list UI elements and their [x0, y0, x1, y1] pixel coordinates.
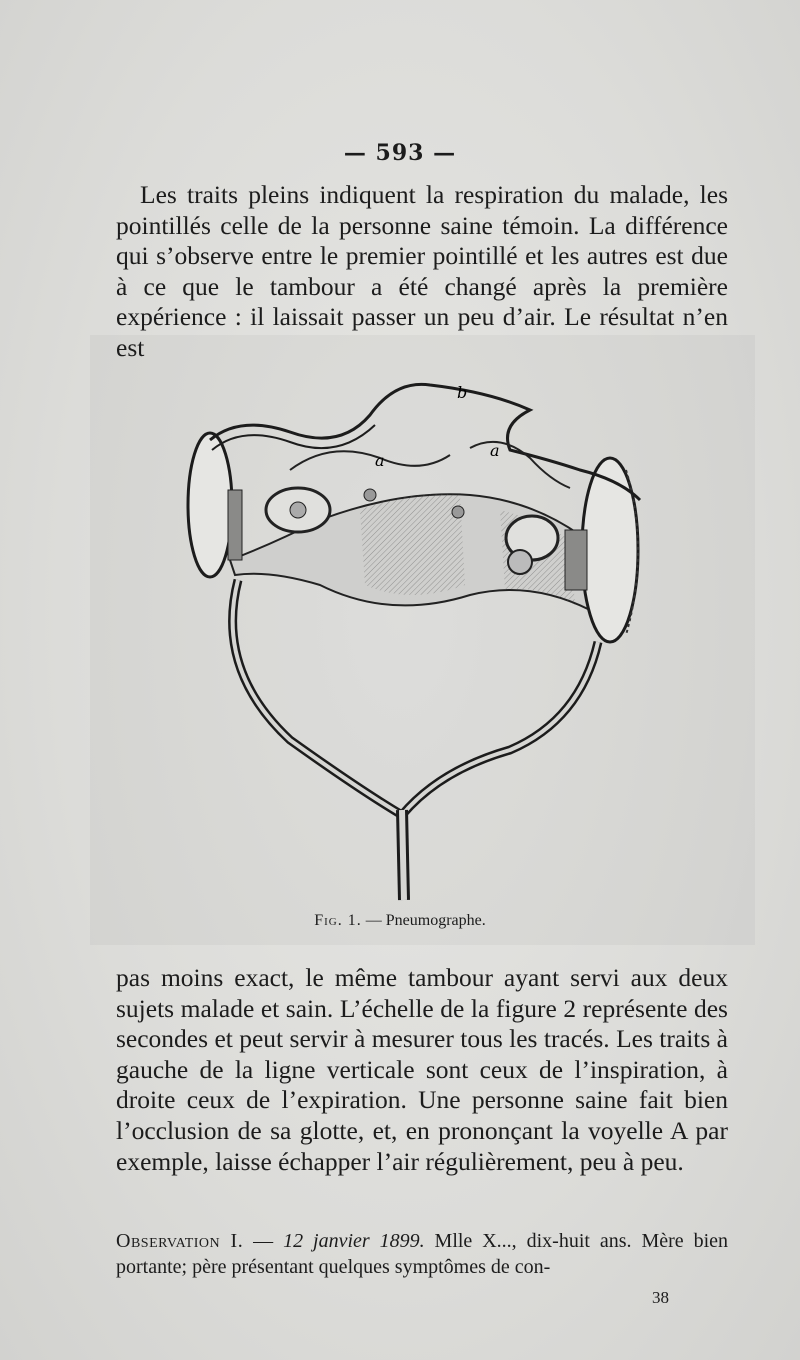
caption-title: Pneumographe. [385, 912, 486, 929]
label-a-right: a [490, 441, 500, 460]
strap-a-left [290, 451, 450, 470]
observation-dash: — [243, 1230, 284, 1252]
strap-b [210, 384, 640, 500]
caption-separator: — [361, 912, 386, 929]
observation-paragraph [116, 1228, 728, 1280]
observation-heading: Observation I. [116, 1230, 244, 1252]
page-number: — 593 — [343, 140, 457, 166]
observation-date: 12 janvier 1899. [283, 1230, 425, 1252]
signature-mark: 38 [652, 1288, 669, 1307]
right-drum [582, 458, 638, 642]
pneumograph-illustration [170, 370, 680, 905]
label-b: b [457, 383, 468, 402]
paragraph-1: Les traits pleins indiquent la respiration du malade, les pointillés celle de la personne saine témoin. La différence qui s’observe entre le premier pointillé et les autres est due à ce que le tambour a été changé après la première expérience : il laissait passer un peu d’air. Le résultat n’en est [116, 180, 728, 362]
label-a-left: a [375, 451, 385, 470]
figure-label: Fig. 1. [314, 912, 362, 929]
figure-caption [0, 912, 800, 930]
left-tube [233, 580, 402, 815]
observation-text: Mlle X..., dix-huit ans. Mère bien portante; père présentant quelques symptômes de con- [116, 1230, 729, 1278]
paragraph-2: pas moins exact, le même tambour ayant servi aux deux sujets malade et sain. L’échelle de la figure 2 représente des secondes et peut servir à mesurer tous les tracés. Les traits à gauche de la ligne verticale sont ceux de l’inspiration, à droite ceux de l’expiration. Une personne saine fait bien l’occlusion de sa glotte, et, en prononçant la voyelle A par exemple, laisse échapper l’air régulièrement, peu à peu. [116, 963, 728, 1176]
left-drum [188, 433, 232, 577]
figure-pneumographe [170, 370, 680, 905]
strap-a-right [470, 442, 570, 488]
